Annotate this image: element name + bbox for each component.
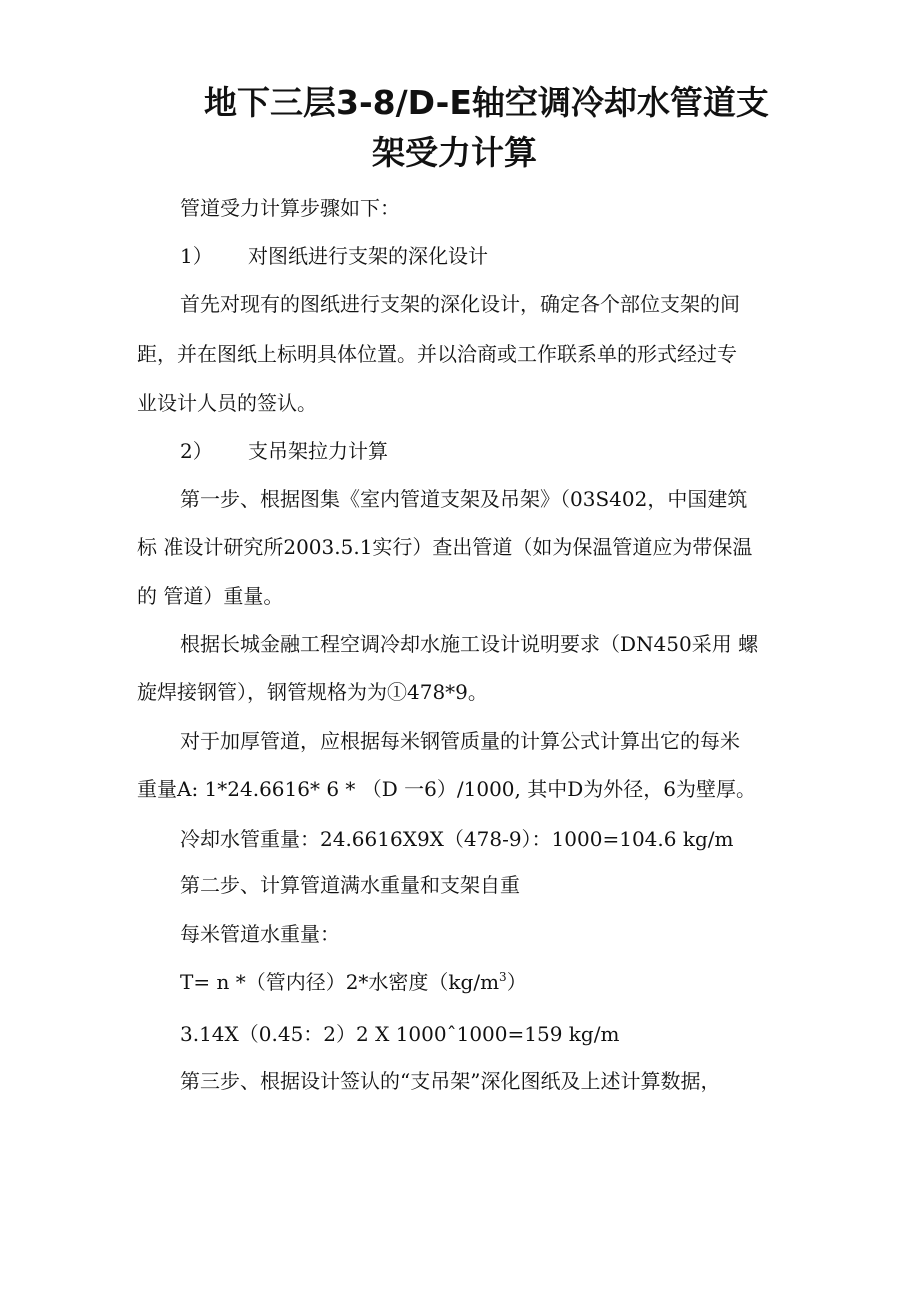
document-title-line-1: 地下三层3-8/D-E轴空调冷却水管道支 — [204, 83, 769, 122]
step-2-label: 支吊架拉力计算 — [248, 439, 388, 463]
document-title-line-2: 架受力计算 — [372, 133, 537, 172]
intro-text: 管道受力计算步骤如下： — [180, 196, 400, 220]
paragraph-1-line: 首先对现有的图纸进行支架的深化设计，确定各个部位支架的间 — [180, 292, 740, 316]
step-three-text: 第三步、根据设计签认的“支吊架”深化图纸及上述计算数据， — [180, 1069, 721, 1093]
paragraph-2-line: 标 准设计研究所2003.5.1实行）查出管道（如为保温管道应为带保温 — [137, 535, 753, 559]
step-two-heading: 第二步、计算管道满水重量和支架自重 — [180, 873, 520, 897]
formula-close: ） — [506, 970, 527, 994]
step-1-heading — [180, 246, 488, 266]
pipe-weight-calculation: 冷却水管重量：24.6616X9X（478-9）：1000=104.6 kg/m — [180, 827, 734, 851]
step-2-heading — [180, 441, 388, 461]
paragraph-3-line: 旋焊接钢管），钢管规格为为①478*9。 — [137, 680, 488, 704]
paragraph-4-line: 重量A: 1*24.6616* 6 * （D 一6）/1000, 其中D为外径，6为壁厚。 — [137, 777, 756, 801]
water-weight-formula — [180, 972, 527, 992]
paragraph-1-line: 业设计人员的签认。 — [137, 391, 317, 415]
paragraph-3-line: 根据长城金融工程空调冷却水施工设计说明要求（DN450采用 螺 — [180, 632, 759, 656]
water-weight-calculation: 3.14X（0.45：2）2 X 1000ˆ1000=159 kg/m — [180, 1022, 620, 1046]
paragraph-4-line: 对于加厚管道，应根据每米钢管质量的计算公式计算出它的每米 — [180, 729, 740, 753]
water-weight-label: 每米管道水重量： — [180, 922, 340, 946]
step-1-number: 1） — [180, 244, 213, 268]
paragraph-1-line: 距，并在图纸上标明具体位置。并以洽商或工作联系单的形式经过专 — [137, 342, 737, 366]
step-1-label: 对图纸进行支架的深化设计 — [248, 244, 488, 268]
step-2-number: 2） — [180, 439, 213, 463]
paragraph-2-line: 第一步、根据图集《室内管道支架及吊架》（03S402，中国建筑 — [180, 487, 748, 511]
formula-superscript: 3 — [499, 970, 507, 984]
paragraph-2-line: 的 管道）重量。 — [137, 584, 284, 608]
formula-text: T= n *（管内径）2*水密度（kg/m — [180, 970, 500, 994]
